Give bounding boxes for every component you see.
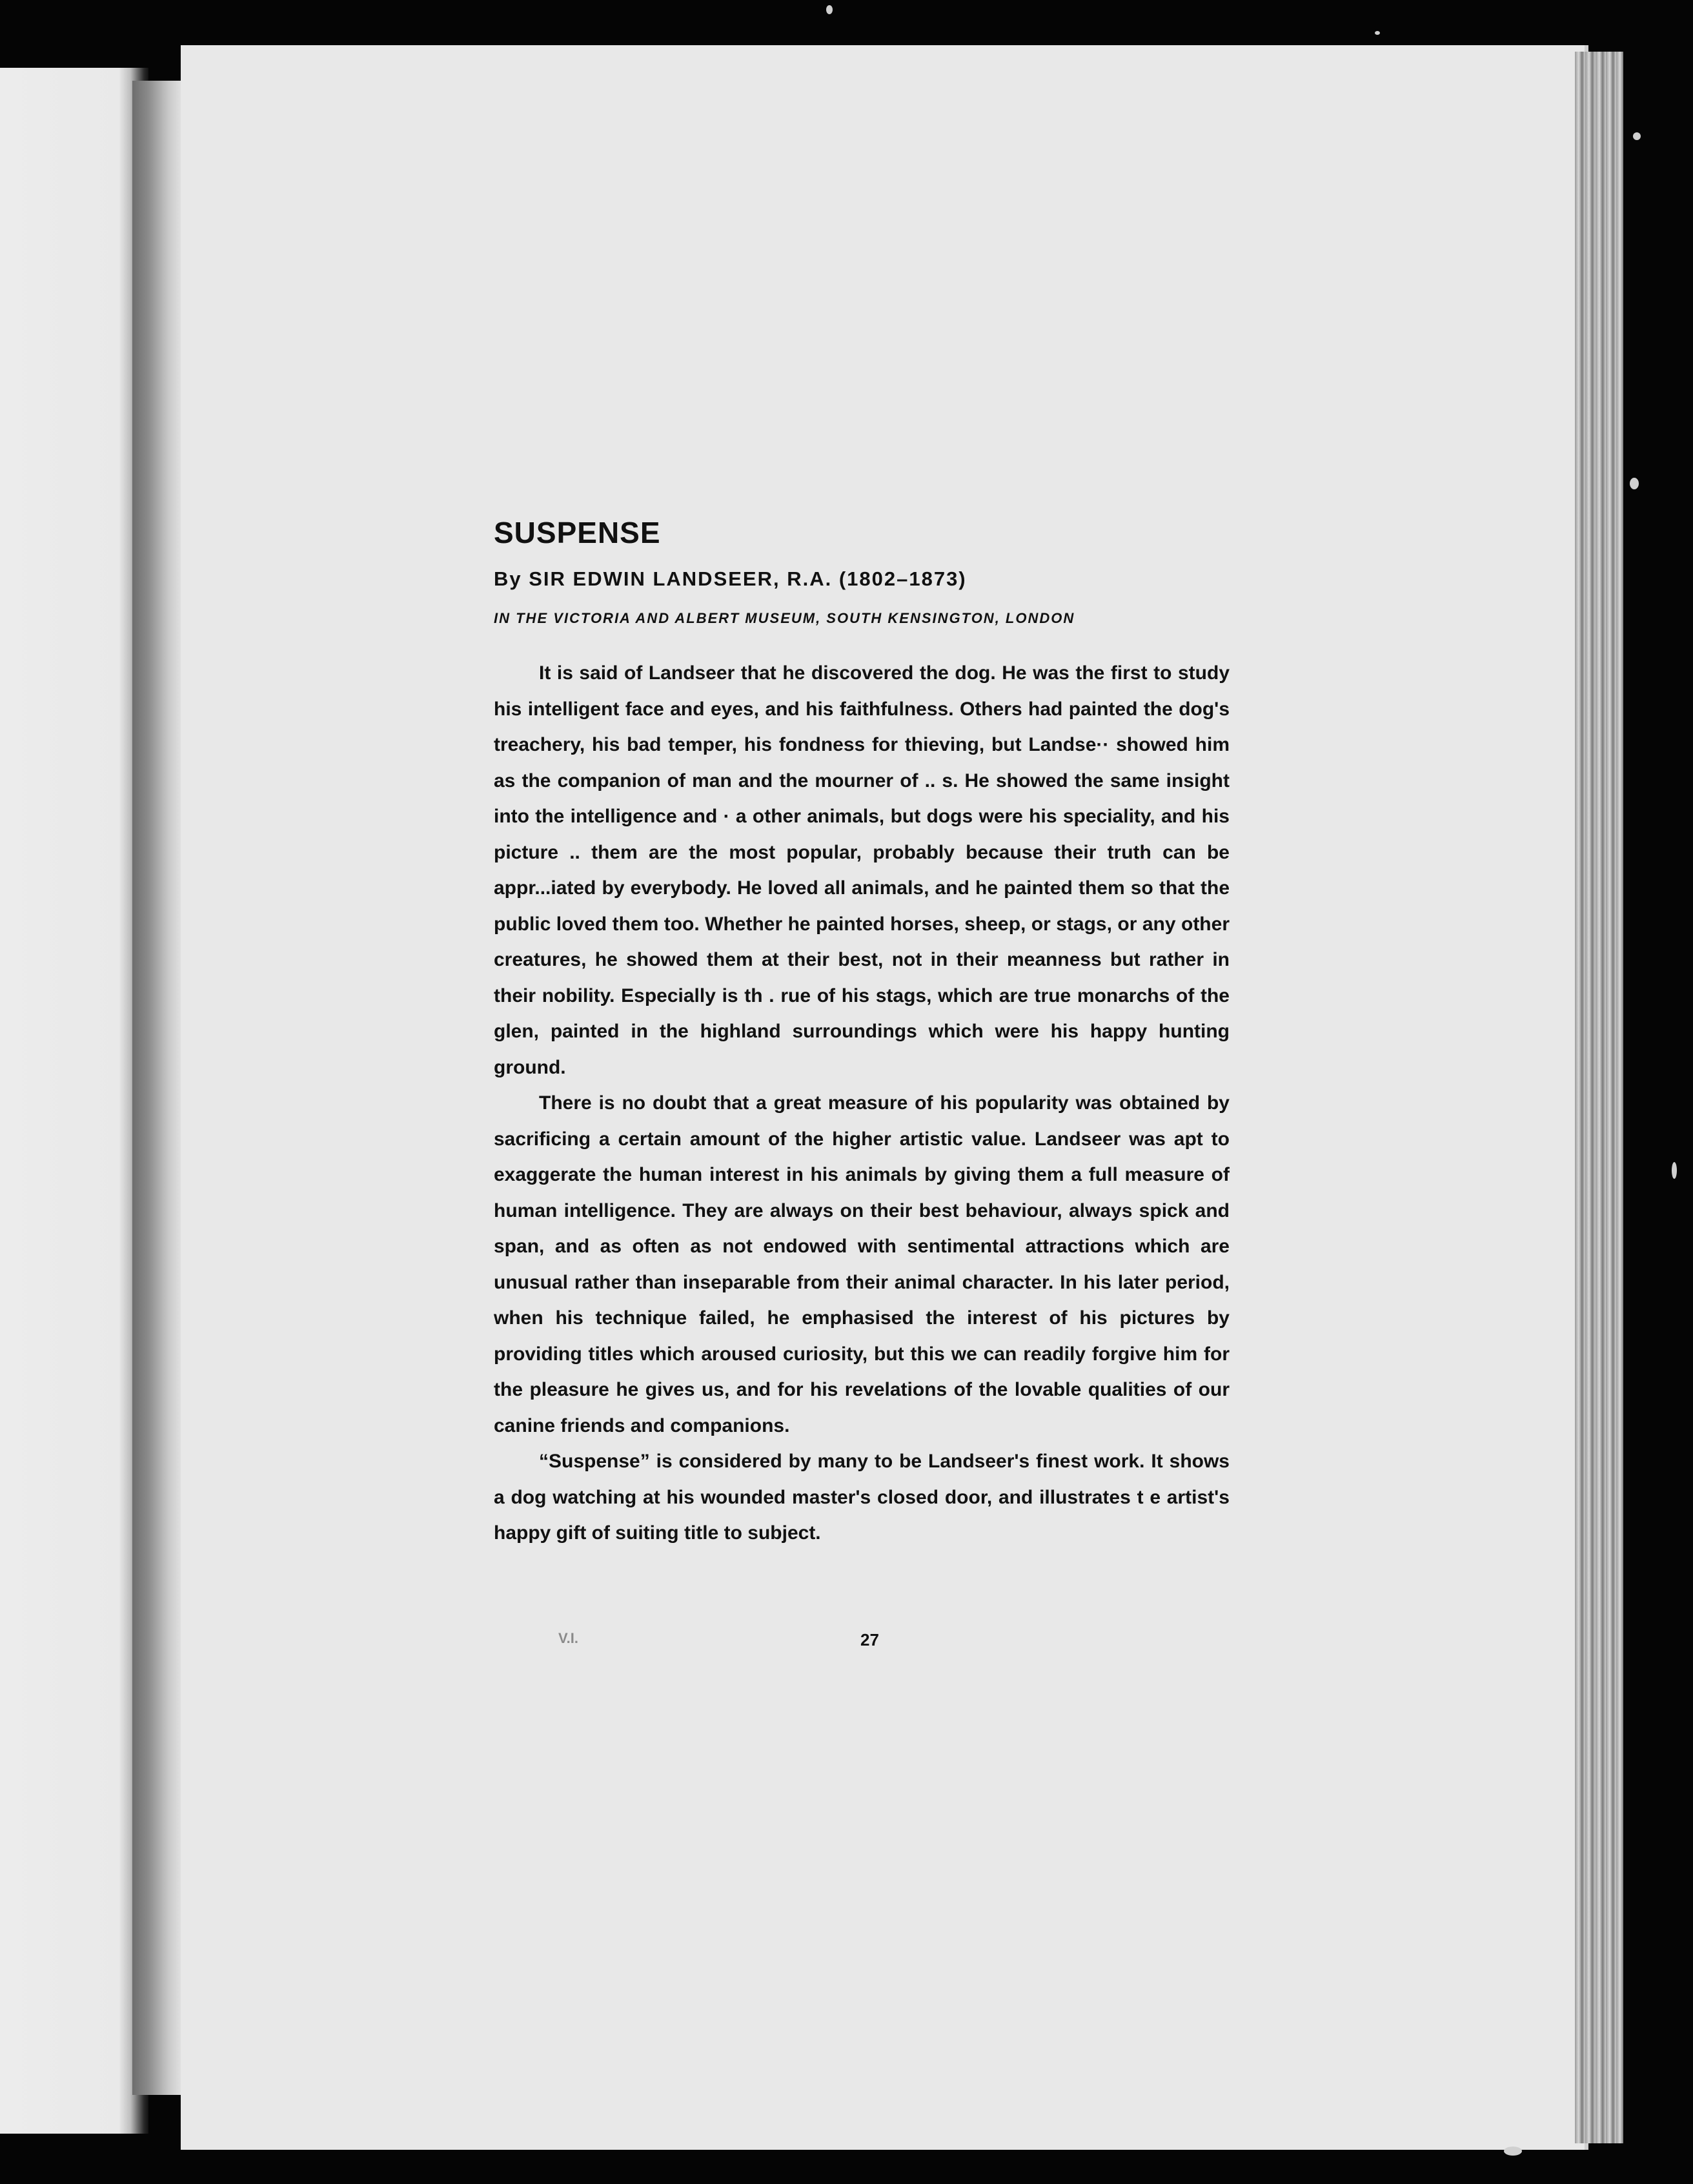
page-edges [1575,52,1623,2143]
scan-speck [1630,478,1639,489]
paragraph: There is no doubt that a great measure of his popularity was obtained by sacrificing a certain amount of the higher artistic value. Landseer was apt to exaggerate the human interest in his animals by giving them a full measure of human intelligence. They are always on their best behaviour, always spick and span, and as often as not endowed with sentimental attractions which are unusual rather than inseparable from their animal character. In his later period, when his technique failed, he emphasised the interest of his pictures by providing titles which aroused curiosity, but this we can readily forgive him for the pleasure he gives us, and for his revelations of the lovable qualities of our canine friends and companions. [494,1092,1230,1436]
article-title: SUSPENSE [494,516,661,549]
page-footer [494,1630,1230,1656]
article-location: IN THE VICTORIA AND ALBERT MUSEUM, SOUTH KENSINGTON, LONDON [494,610,1075,626]
page-number: 27 [860,1630,879,1649]
paragraph: It is said of Landseer that he discovered the dog. He was the first to study his intelligent face and eyes, and his faithfulness. Others had painted the dog's treachery, his bad temper, his fondness for thieving, but Landse·· showed him as the companion of man and the mourner of .. s. He showed the same insight into the intelligence and · a other animals, but dogs were his speciality, and his picture .. them are the most popular, probably because their truth can be appr...iated by everybody. He loved all animals, and he painted them so that the public loved them too. Whether he painted horses, sheep, or stags, or any other creatures, he showed them at their best, not in their meanness but rather in their nobility. Especially is th . rue of his stags, which are true monarchs of the glen, painted in the highland surroundings which were his happy hunting ground. [494,662,1230,1078]
scan-speck [1633,132,1641,140]
left-page-edge [0,68,148,2134]
scan-speck [1504,2147,1522,2156]
scan-speck [1672,1162,1677,1179]
footer-mark: V.I. [558,1630,578,1646]
scan-speck [826,5,833,14]
book-gutter [132,81,184,2095]
article-byline: By SIR EDWIN LANDSEER, R.A. (1802–1873) [494,567,967,590]
paragraph: “Suspense” is considered by many to be Landseer's finest work. It shows a dog watching at his wounded master's closed door, and illustrates t e artist's happy gift of suiting title to subject. [494,1451,1230,1544]
scan-speck [1375,31,1380,35]
article [494,513,1230,1551]
